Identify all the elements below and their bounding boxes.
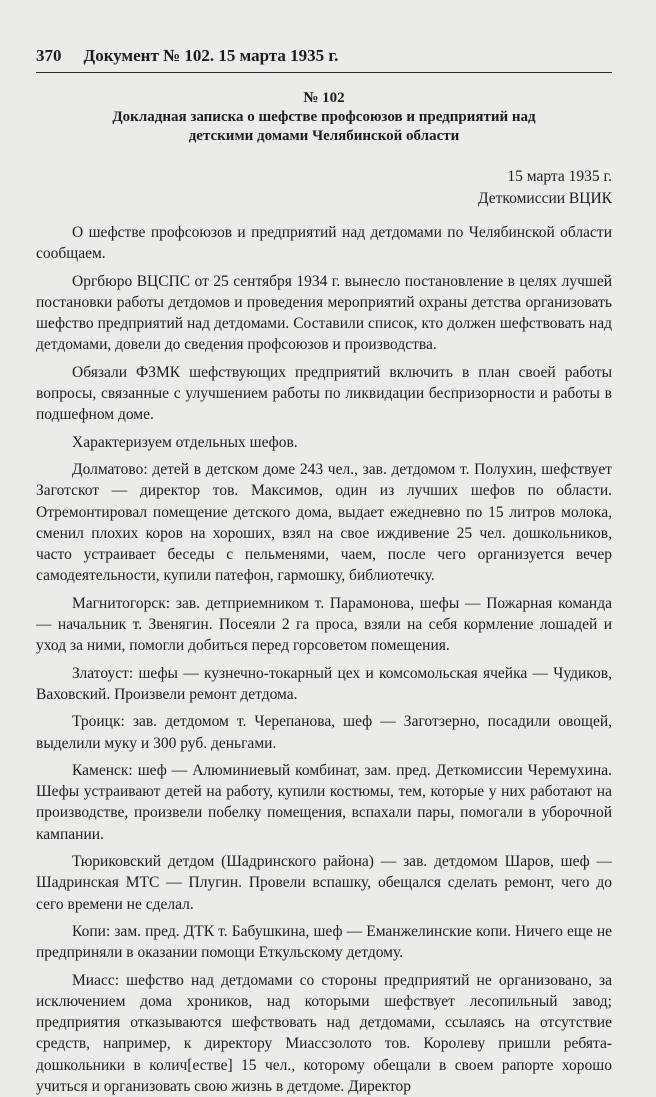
paragraph: Копи: зам. пред. ДТК т. Бабушкина, шеф — Еманжелинские копи. Ничего еще не предприняли в оказании помощи Еткульскому детдому.	[36, 921, 612, 964]
paragraph: Оргбюро ВЦСПС от 25 сентября 1934 г. вынесло постановление в целях лучшей постановки работы детдомов и проведения мероприятий охраны детства организовать шефство предприятий над детдомами. Составили список, кто должен шефствовать над детдомами, довели до сведения профсоюзов и производства.	[36, 271, 612, 356]
document-title: Докладная записка о шефстве профсоюзов и предприятий над детскими домами Челябинской области	[36, 108, 612, 146]
paragraph: Троицк: зав. детдомом т. Черепанова, шеф — Заготзерно, посадили овощей, выделили муку и 300 руб. деньгами.	[36, 711, 612, 754]
page-number: 370	[36, 46, 62, 66]
paragraph: Тюриковский детдом (Шадринского района) — зав. детдомом Шаров, шеф — Шадринская МТС — Плугин. Провели вспашку, обещался сделать ремонт, чего до сего времени не сделал.	[36, 851, 612, 915]
document-addressee: Деткомиссии ВЦИК	[36, 188, 612, 210]
running-header	[36, 46, 612, 73]
running-title: Документ № 102. 15 марта 1935 г.	[84, 46, 339, 66]
document-number: № 102	[36, 89, 612, 108]
paragraph: Златоуст: шефы — кузнечно-токарный цех и комсомольская ячейка — Чудиков, Ваховский. Произвели ремонт детдома.	[36, 663, 612, 706]
paragraph: О шефстве профсоюзов и предприятий над детдомами по Челябинской области сообщаем.	[36, 222, 612, 265]
document-body	[36, 222, 612, 1097]
paragraph: Миасс: шефство над детдомами со стороны предприятий не организовано, за исключением дома хроников, над которыми шефствует лесопильный завод; предприятия отказываются шефствовать над детдомами, ссылаясь на отсутствие средств, например, к директору Миассзолото тов. Королеву пришли ребята-дошкольники в колич[естве] 15 чел., которому обещали в своем рапорте хорошо учиться и организовать свою жизнь в детдоме. Директор	[36, 970, 612, 1097]
paragraph: Обязали ФЗМК шефствующих предприятий включить в план своей работы вопросы, связанные с улучшением работы по ликвидации беспризорности и работы в подшефном доме.	[36, 362, 612, 426]
paragraph: Характеризуем отдельных шефов.	[36, 432, 612, 453]
paragraph: Долматово: детей в детском доме 243 чел., зав. детдомом т. Полухин, шефствует Заготскот — директор тов. Максимов, один из лучших шефов по области. Отремонтировал помещение детского дома, выдает ежедневно по 15 литров молока, сменил плохих коров на хороших, взял на свое иждивение 25 чел. дошкольников, часто устраивает беседы с пельменями, чаем, после чего организуется вечер самодеятельности, купили патефон, гармошку, библиотечку.	[36, 459, 612, 587]
document-date: 15 марта 1935 г.	[36, 166, 612, 188]
paragraph: Магнитогорск: зав. детприемником т. Парамонова, шефы — Пожарная команда — начальник т. Звенягин. Посеяли 2 га проса, взяли на себя кормление лошадей и уход за ними, помогли добиться перед горсоветом помещения.	[36, 593, 612, 657]
paragraph: Каменск: шеф — Алюминиевый комбинат, зам. пред. Деткомиссии Черемухина. Шефы устраивают детей на работу, купили костюмы, тем, которые у них работают на производстве, произвели побелку помещения, вспахали пары, помогали в уборочной кампании.	[36, 760, 612, 845]
